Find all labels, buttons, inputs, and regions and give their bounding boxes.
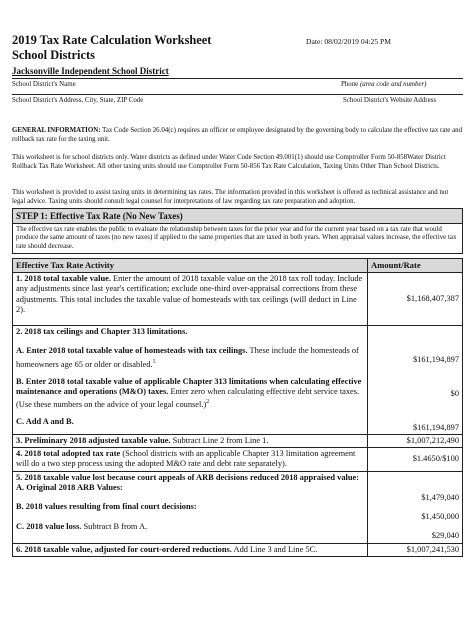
row1-amount: $1,168,407,387 [368,273,463,326]
row3-description: 3. Preliminary 2018 adjusted taxable value. Subtract Line 2 from Line 1. [13,434,368,447]
divider [12,78,463,79]
row2-amounts [368,326,463,435]
district-name-label: School District's Name [12,81,76,88]
step1-box [12,208,463,254]
row2c-amount: $161,194,897 [412,422,459,432]
col-activity-header: Effective Tax Rate Activity [13,259,368,273]
row6-description: 6. 2018 taxable value, adjusted for court-ordered reductions. Add Line 3 and Line 5C. [13,543,368,556]
general-information: GENERAL INFORMATION: Tax Code Section 26.04(c) requires an officer or employee designated by the governing body to calculate the effective tax rate and rollback tax rate for the taxing unit. [12,127,463,143]
row5-amounts [368,471,463,543]
title-line-2: School Districts [12,48,95,62]
table-row [13,273,463,326]
row5c-amount: $29,040 [431,531,459,541]
row5a-amount: $1,479,040 [421,492,459,502]
row4-description: 4. 2018 total adopted tax rate (School districts with an applicable Chapter 313 limitation agreement will do a two step process using the adopted M&O rate and debt rate separately). [13,448,368,472]
district-name: Jacksonville Independent School District [12,66,169,76]
legal-disclaimer: This worksheet is provided to assist taxing units in determining tax rates. The information provided in this worksheet is offered as technical assistance and not legal advice. Taxing units should consult legal counsel for interpretations of law regarding tax rate preparation and adoption. [12,189,449,205]
row2a-amount: $161,194,897 [412,355,459,364]
table-row [13,543,463,556]
address-label: School District's Address, City, State, ZIP Code [12,97,144,104]
website-label: School District's Website Address [343,97,437,104]
date-stamp: Date: 08/02/2019 04:25 PM [306,37,392,46]
row1-description: 1. 2018 total taxable value. Enter the amount of 2018 taxable value on the 2018 tax roll today. Include any adjustments since last year's certification; exclude one-third over-appraisal corrections from these adjustments. This total includes the taxable value of homesteads with tax ceilings (will deduct in Line 2). [13,273,368,326]
row6-amount: $1,007,241,530 [368,543,463,556]
row2-description: 2. 2018 tax ceilings and Chapter 313 limitations. A. Enter 2018 total taxable value of homesteads with tax ceilings. These include the homesteads of homeowners age 65 or older or disabled.$^1$ B. Enter 2018 total taxable value of applicable Chapter 313 limitations when calculating effective maintenance and operations (M&O) taxes. Enter zero when calculating effective debt service taxes. (Use these numbers on the advice of your legal counsel.)$^2$ C. Add A and B. [13,326,368,435]
worksheet-title [12,33,211,63]
table-row [13,448,463,472]
row4-amount: $1.4650/$100 [368,448,463,472]
row5b-amount: $1,450,000 [421,512,459,522]
step1-description: The effective tax rate enables the public to evaluate the relationship between taxes for the prior year and for the current year based on a tax rate that would produce the same amount of taxes (no new taxes) if applied to the same properties that are taxed in both years. When appraisal values increase, the effective tax rate should decrease. [16,226,457,250]
row2b-amount: $0 [450,389,459,399]
effective-tax-rate-table [12,258,463,557]
worksheet-scope-note: This worksheet is for school districts only. Water districts as defined under Water Code Section 49.001(1) should use Comptroller Form 50-858Water District Rollback Tax Rate Worksheet. All other taxing units should use Comptroller Form 50-856 Tax Rate Calculation, Taxing Units Other Than School Districts. [12,154,446,170]
table-row [13,326,463,435]
phone-label: Phone (area code and number) [341,81,427,88]
title-line-1: 2019 Tax Rate Calculation Worksheet [12,33,212,47]
table-row [13,434,463,447]
table-row [13,471,463,543]
row3-amount: $1,007,212,490 [368,434,463,447]
row5-description: 5. 2018 taxable value lost because court appeals of ARB decisions reduced 2018 appraised value: A. Original 2018 ARB Values: B. 2018 values resulting from final court decisions: C. 2018 value loss. Subtract B from A. [13,471,368,543]
step1-title: STEP 1: Effective Tax Rate (No New Taxes) [13,209,462,224]
divider [12,94,463,95]
col-amount-header: Amount/Rate [368,259,463,273]
